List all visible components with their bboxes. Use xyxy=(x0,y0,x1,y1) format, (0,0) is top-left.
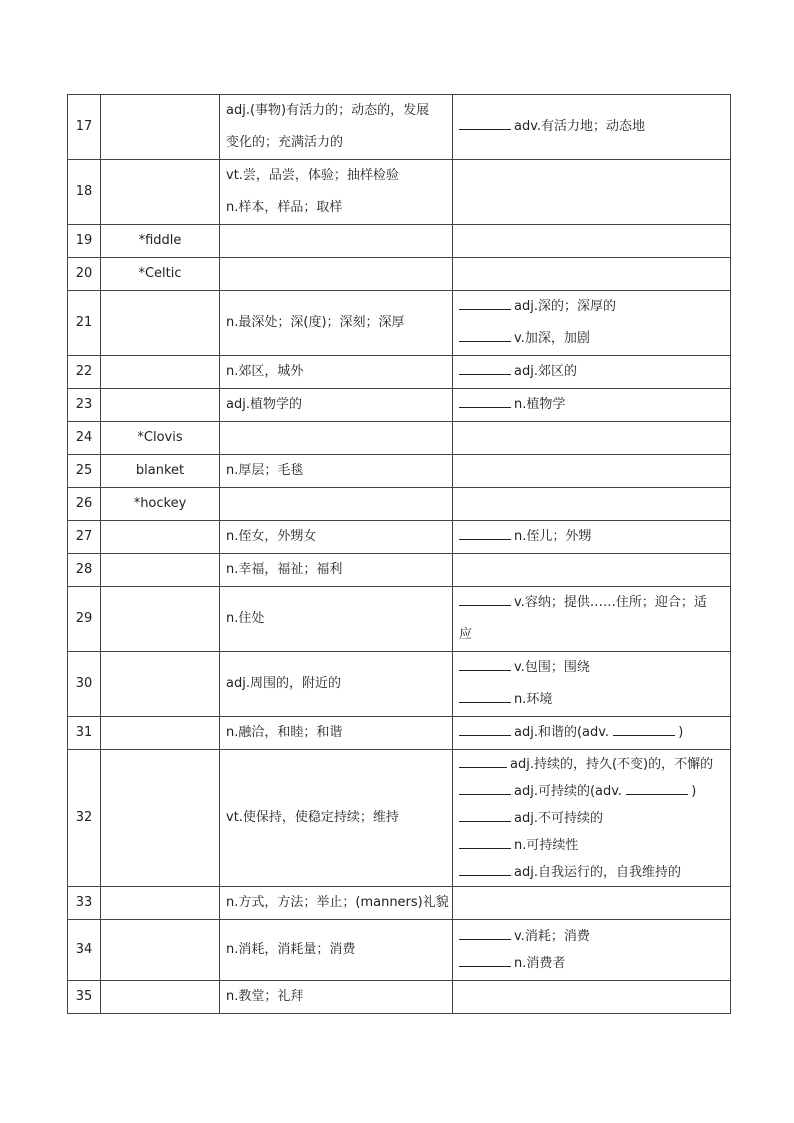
meaning-cell xyxy=(220,160,453,225)
meaning-line: n.方式，方法；举止；(manners)礼貌 xyxy=(226,895,449,910)
table-row xyxy=(68,652,731,717)
derivative-line xyxy=(459,923,726,950)
table-row xyxy=(68,422,731,455)
derivative-text: adj.和谐的(adv. xyxy=(514,725,614,740)
derivative-text: adj.深的；深厚的 xyxy=(514,299,616,314)
table-row xyxy=(68,356,731,389)
derivative-line xyxy=(459,805,726,832)
row-number: 26 xyxy=(68,488,101,521)
meaning-line: n.样本，样品；取样 xyxy=(226,200,343,215)
derivative-text: v.消耗；消费 xyxy=(514,929,590,944)
derivative-cell xyxy=(453,160,731,225)
meaning-cell xyxy=(220,225,453,258)
meaning-line: n.消耗，消耗量；消费 xyxy=(226,942,356,957)
row-number: 17 xyxy=(68,95,101,160)
word-cell: blanket xyxy=(101,455,220,488)
row-number: 25 xyxy=(68,455,101,488)
row-number: 30 xyxy=(68,652,101,717)
meaning-line: vt.尝，品尝，体验；抽样检验 xyxy=(226,168,399,183)
meaning-cell xyxy=(220,455,453,488)
derivative-line xyxy=(459,111,726,143)
meaning-cell xyxy=(220,521,453,554)
derivative-line xyxy=(459,521,726,553)
derivative-cell xyxy=(453,750,731,887)
table-row xyxy=(68,95,731,160)
meaning-line: adj.(事物)有活力的；动态的，发展 xyxy=(226,103,430,118)
derivative-text: n.植物学 xyxy=(514,397,566,412)
row-number: 23 xyxy=(68,389,101,422)
word-cell xyxy=(101,652,220,717)
word-cell xyxy=(101,291,220,356)
derivative-cell xyxy=(453,554,731,587)
derivative-cell xyxy=(453,291,731,356)
answer-blank[interactable] xyxy=(459,755,507,768)
derivative-line xyxy=(459,389,726,421)
meaning-cell xyxy=(220,95,453,160)
derivative-text: adj.可持续的(adv. xyxy=(514,783,627,799)
derivative-text: v.容纳；提供……住所；迎合；适 xyxy=(514,595,707,610)
table-row xyxy=(68,488,731,521)
derivative-cell xyxy=(453,587,731,652)
derivative-cell xyxy=(453,356,731,389)
meaning-cell xyxy=(220,981,453,1014)
answer-blank[interactable] xyxy=(459,362,511,375)
word-cell xyxy=(101,750,220,887)
word-cell xyxy=(101,356,220,389)
word-cell: *hockey xyxy=(101,488,220,521)
meaning-cell xyxy=(220,258,453,291)
vocabulary-table xyxy=(67,94,731,1014)
derivative-text: v.加深，加剧 xyxy=(514,331,590,346)
row-number: 34 xyxy=(68,920,101,981)
row-number: 35 xyxy=(68,981,101,1014)
derivative-cell xyxy=(453,717,731,750)
meaning-cell xyxy=(220,652,453,717)
meaning-line: n.融洽，和睦；和谐 xyxy=(226,725,343,740)
table-row xyxy=(68,717,731,750)
meaning-line: n.侄女，外甥女 xyxy=(226,529,317,544)
derivative-line xyxy=(459,684,726,716)
table-row xyxy=(68,887,731,920)
derivative-cell xyxy=(453,652,731,717)
meaning-cell xyxy=(220,389,453,422)
meaning-line: n.最深处；深(度)；深刻；深厚 xyxy=(226,315,405,330)
meaning-line: adj.周围的，附近的 xyxy=(226,676,341,691)
answer-blank[interactable] xyxy=(459,954,511,967)
table-row xyxy=(68,750,731,887)
row-number: 22 xyxy=(68,356,101,389)
derivative-line xyxy=(459,778,726,805)
row-number: 29 xyxy=(68,587,101,652)
meaning-cell xyxy=(220,356,453,389)
derivative-line xyxy=(459,652,726,684)
word-cell xyxy=(101,554,220,587)
table-row xyxy=(68,389,731,422)
answer-blank[interactable] xyxy=(459,117,511,130)
row-number: 19 xyxy=(68,225,101,258)
table-row xyxy=(68,160,731,225)
derivative-text: adj.郊区的 xyxy=(514,364,577,379)
row-number: 28 xyxy=(68,554,101,587)
derivative-cell xyxy=(453,488,731,521)
meaning-cell xyxy=(220,422,453,455)
answer-blank[interactable] xyxy=(459,723,511,736)
derivative-cell xyxy=(453,95,731,160)
derivative-cell xyxy=(453,225,731,258)
word-cell xyxy=(101,717,220,750)
table-row xyxy=(68,258,731,291)
answer-blank[interactable] xyxy=(613,723,675,736)
meaning-line: vt.使保持，使稳定持续；维持 xyxy=(226,810,399,825)
word-cell: *Clovis xyxy=(101,422,220,455)
derivative-line xyxy=(459,717,726,749)
word-cell: *fiddle xyxy=(101,225,220,258)
meaning-cell xyxy=(220,887,453,920)
meaning-cell xyxy=(220,291,453,356)
table-row xyxy=(68,587,731,652)
row-number: 20 xyxy=(68,258,101,291)
derivative-line xyxy=(459,323,726,355)
derivative-line xyxy=(459,291,726,323)
meaning-line: n.教堂；礼拜 xyxy=(226,989,304,1004)
derivative-cell xyxy=(453,422,731,455)
meaning-line: n.住处 xyxy=(226,611,265,626)
derivative-cell xyxy=(453,258,731,291)
derivative-line xyxy=(459,356,726,388)
meaning-cell xyxy=(220,750,453,887)
answer-blank[interactable] xyxy=(459,395,511,408)
word-cell xyxy=(101,587,220,652)
answer-blank[interactable] xyxy=(459,927,511,940)
derivative-line xyxy=(459,859,726,886)
answer-blank[interactable] xyxy=(459,658,511,671)
derivative-text: n.环境 xyxy=(514,692,553,707)
meaning-cell xyxy=(220,920,453,981)
meaning-line: n.厚层；毛毯 xyxy=(226,463,304,478)
table-row xyxy=(68,291,731,356)
meaning-line: 变化的；充满活力的 xyxy=(226,135,344,150)
word-cell xyxy=(101,160,220,225)
meaning-line: adj.植物学的 xyxy=(226,397,302,412)
row-number: 18 xyxy=(68,160,101,225)
derivative-cell xyxy=(453,455,731,488)
table-row xyxy=(68,920,731,981)
derivative-line xyxy=(459,587,726,619)
meaning-cell xyxy=(220,488,453,521)
table-row xyxy=(68,521,731,554)
word-cell xyxy=(101,887,220,920)
word-cell xyxy=(101,981,220,1014)
answer-blank[interactable] xyxy=(459,782,511,795)
table-row xyxy=(68,554,731,587)
meaning-cell xyxy=(220,587,453,652)
answer-blank[interactable] xyxy=(459,690,511,703)
answer-blank[interactable] xyxy=(459,527,511,540)
derivative-cell xyxy=(453,887,731,920)
derivative-line-continued: 应 xyxy=(459,627,473,642)
word-cell xyxy=(101,389,220,422)
derivative-text-end: ) xyxy=(678,725,684,740)
derivative-text: adj.自我运行的，自我维持的 xyxy=(514,864,681,880)
word-cell xyxy=(101,95,220,160)
derivative-cell xyxy=(453,920,731,981)
derivative-text: adv.有活力地；动态地 xyxy=(514,119,646,134)
derivative-line xyxy=(459,950,726,977)
table-row xyxy=(68,455,731,488)
derivative-text: n.消费者 xyxy=(514,956,566,971)
row-number: 21 xyxy=(68,291,101,356)
derivative-text: n.侄儿；外甥 xyxy=(514,529,592,544)
derivative-text: adj.持续的，持久(不变)的，不懈的 xyxy=(510,756,714,772)
answer-blank[interactable] xyxy=(459,809,511,822)
meaning-line: n.郊区，城外 xyxy=(226,364,304,379)
table-row xyxy=(68,981,731,1014)
row-number: 32 xyxy=(68,750,101,887)
derivative-text-end: ) xyxy=(691,783,697,799)
answer-blank[interactable] xyxy=(459,329,511,342)
row-number: 24 xyxy=(68,422,101,455)
derivative-cell xyxy=(453,981,731,1014)
derivative-line xyxy=(459,832,726,859)
derivative-line xyxy=(459,751,726,778)
meaning-cell xyxy=(220,717,453,750)
answer-blank[interactable] xyxy=(459,863,511,876)
answer-blank[interactable] xyxy=(459,836,511,849)
word-cell xyxy=(101,920,220,981)
table-row xyxy=(68,225,731,258)
derivative-cell xyxy=(453,389,731,422)
meaning-cell xyxy=(220,554,453,587)
word-cell: *Celtic xyxy=(101,258,220,291)
row-number: 31 xyxy=(68,717,101,750)
row-number: 27 xyxy=(68,521,101,554)
answer-blank[interactable] xyxy=(626,782,688,795)
answer-blank[interactable] xyxy=(459,593,511,606)
meaning-line: n.幸福，福祉；福利 xyxy=(226,562,343,577)
derivative-text: v.包围；围绕 xyxy=(514,660,590,675)
derivative-text: n.可持续性 xyxy=(514,837,579,853)
row-number: 33 xyxy=(68,887,101,920)
word-cell xyxy=(101,521,220,554)
answer-blank[interactable] xyxy=(459,297,511,310)
derivative-cell xyxy=(453,521,731,554)
derivative-text: adj.不可持续的 xyxy=(514,810,603,826)
